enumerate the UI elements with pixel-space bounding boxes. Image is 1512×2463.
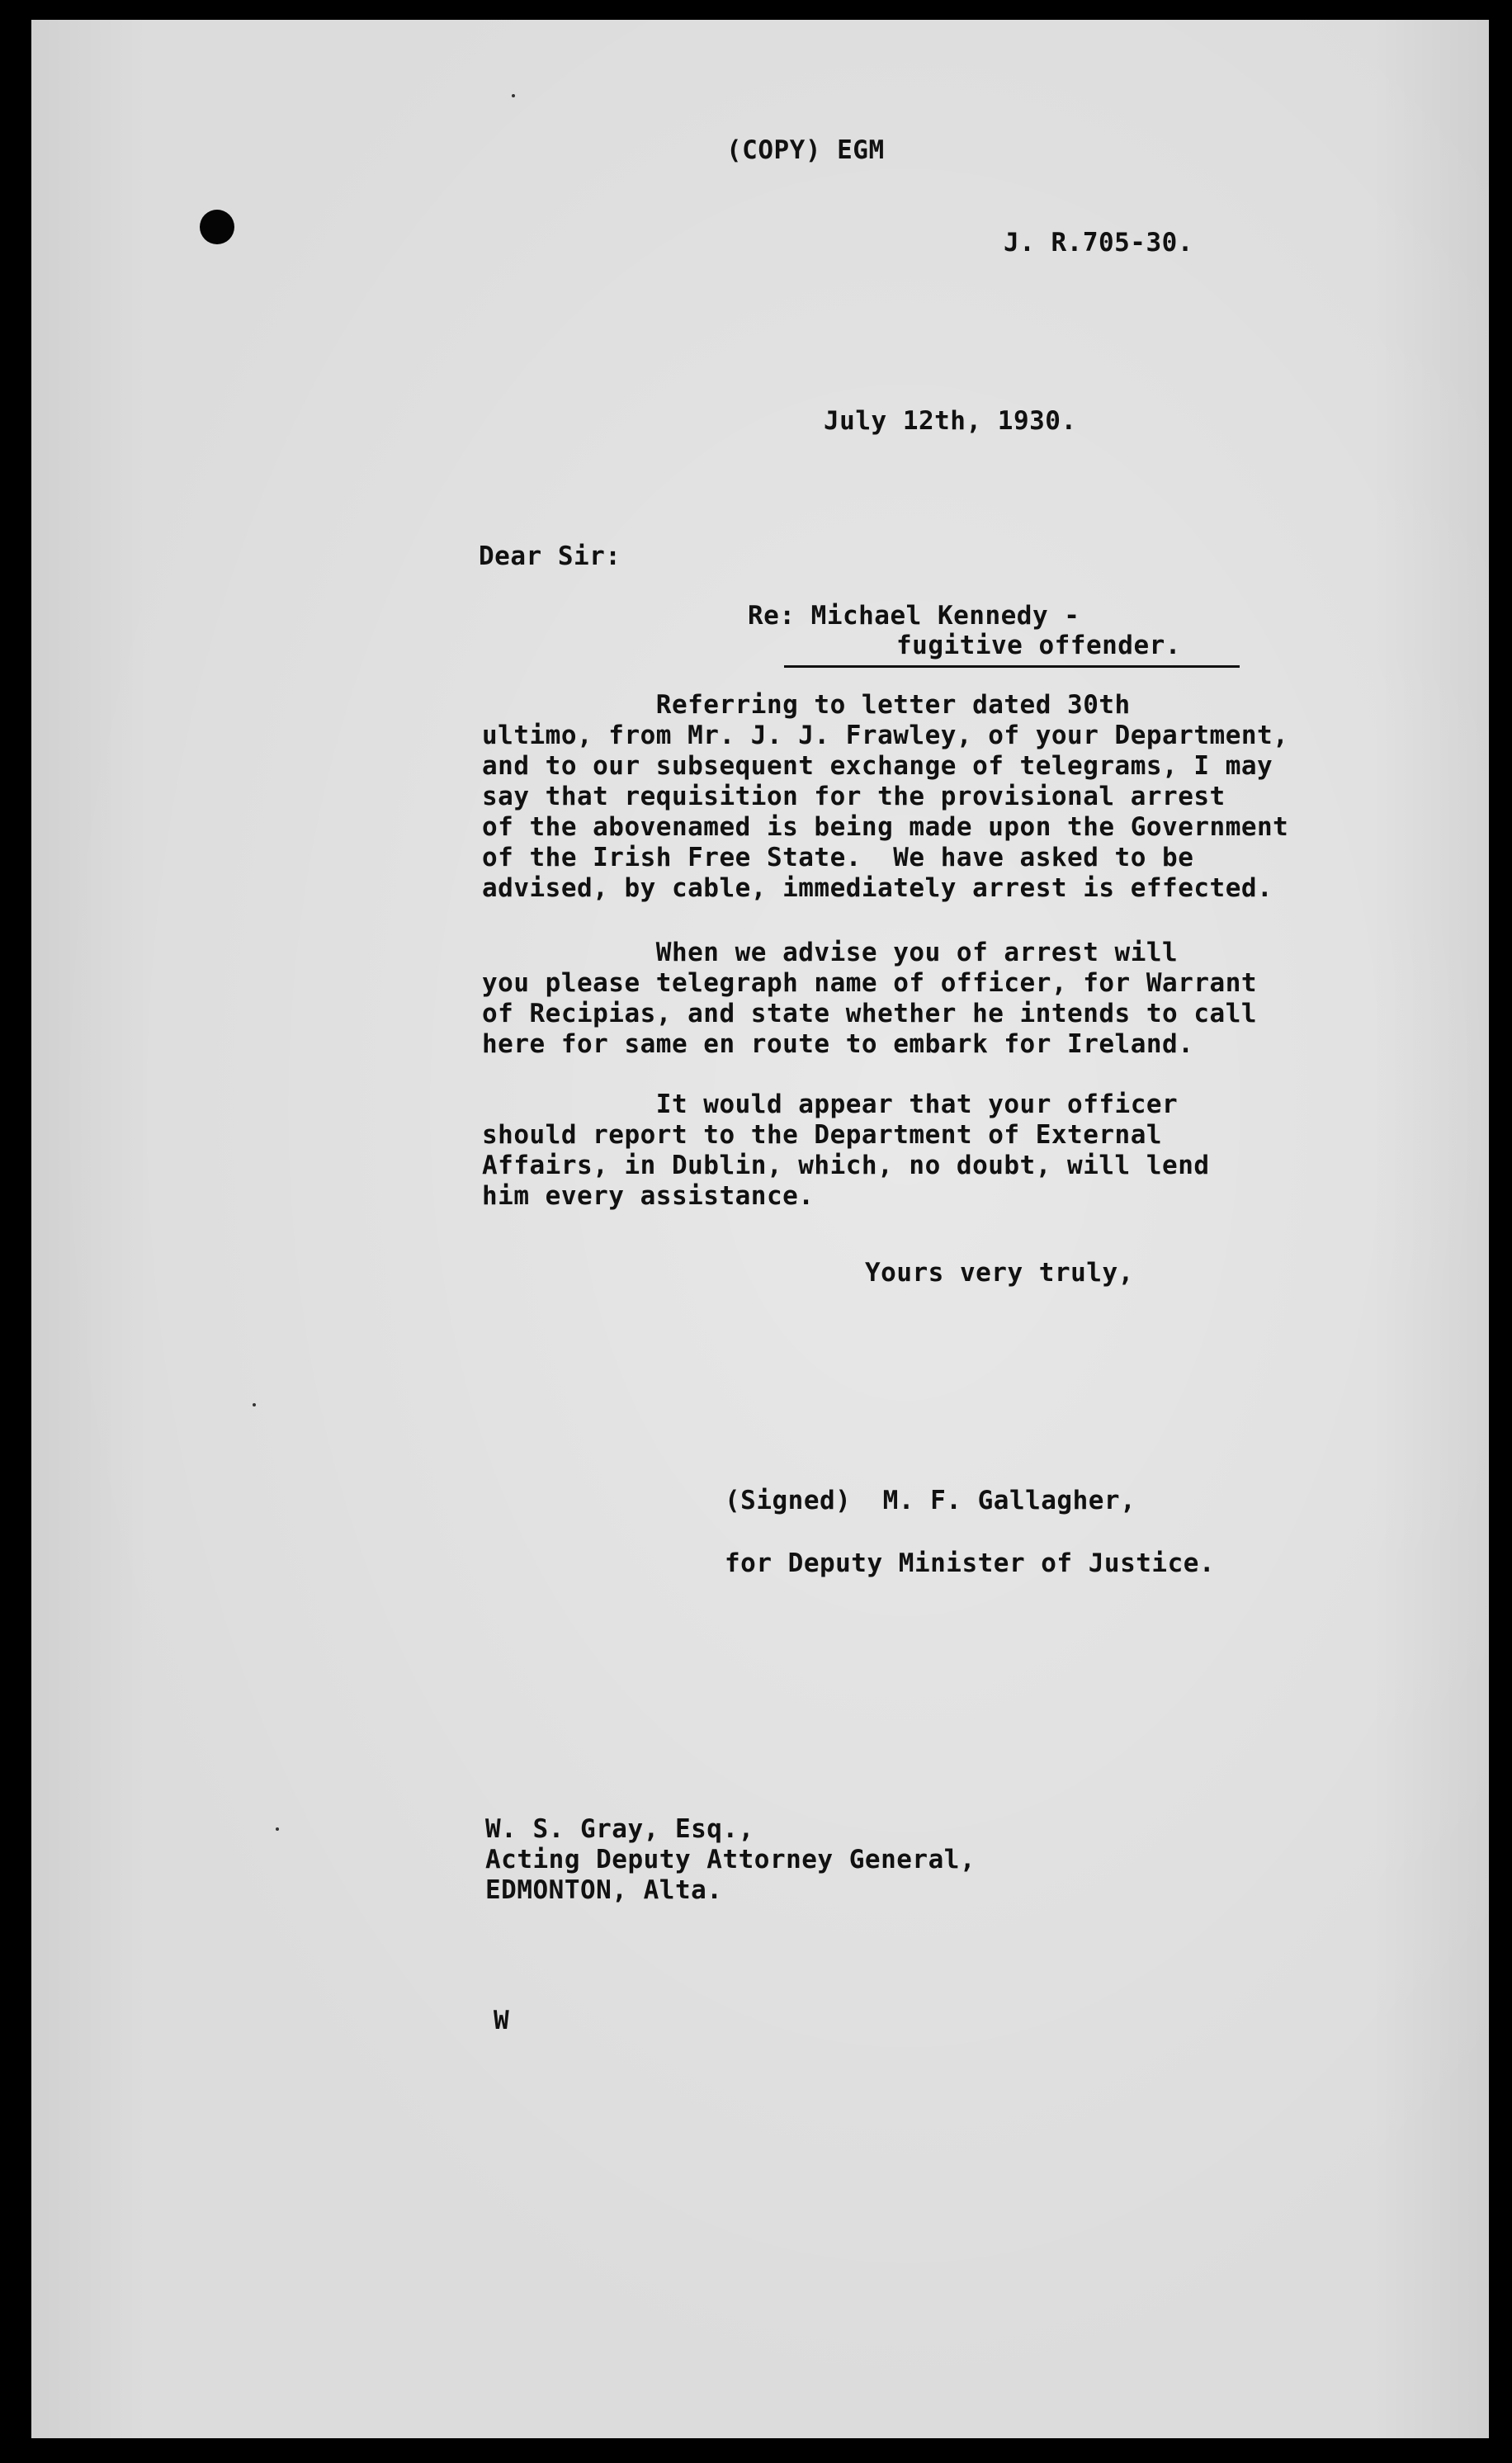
paper-speck	[253, 1403, 256, 1406]
copy-mark: (COPY) EGM	[726, 135, 885, 165]
salutation: Dear Sir:	[479, 541, 621, 571]
signature: (Signed) M. F. Gallagher,	[725, 1486, 1136, 1515]
signature-title: for Deputy Minister of Justice.	[725, 1548, 1216, 1578]
subject-line-1: Re: Michael Kennedy -	[748, 601, 1080, 631]
typist-initial: W	[494, 2006, 510, 2035]
file-reference: J. R.705-30.	[1004, 228, 1193, 258]
paper-speck	[512, 94, 515, 97]
letter-date: July 12th, 1930.	[824, 406, 1077, 436]
recipient-address: W. S. Gray, Esq., Acting Deputy Attorney General, EDMONTON, Alta.	[485, 1814, 976, 1905]
punch-hole	[200, 210, 234, 244]
subject-line-2: fugitive offender.	[896, 631, 1181, 660]
closing: Yours very truly,	[865, 1258, 1134, 1288]
paper-speck	[276, 1827, 279, 1831]
subject-underline	[784, 665, 1240, 668]
paragraph-1: Referring to letter dated 30th ultimo, from Mr. J. J. Frawley, of your Department, and to our subsequent exchange of telegrams, I may say that requisition for the provisional arrest of the abovenamed is being made upon the Government of the Irish Free State. We have asked to be advised, by cable, immediately arrest is effected.	[482, 690, 1289, 903]
document-page	[31, 20, 1489, 2438]
paragraph-2: When we advise you of arrest will you please telegraph name of officer, for Warrant of Recipias, and state whether he intends to call here for same en route to embark for Ireland.	[482, 938, 1258, 1059]
paragraph-3: It would appear that your officer should report to the Department of External Affairs, in Dublin, which, no doubt, will lend him every assistance.	[482, 1090, 1210, 1211]
